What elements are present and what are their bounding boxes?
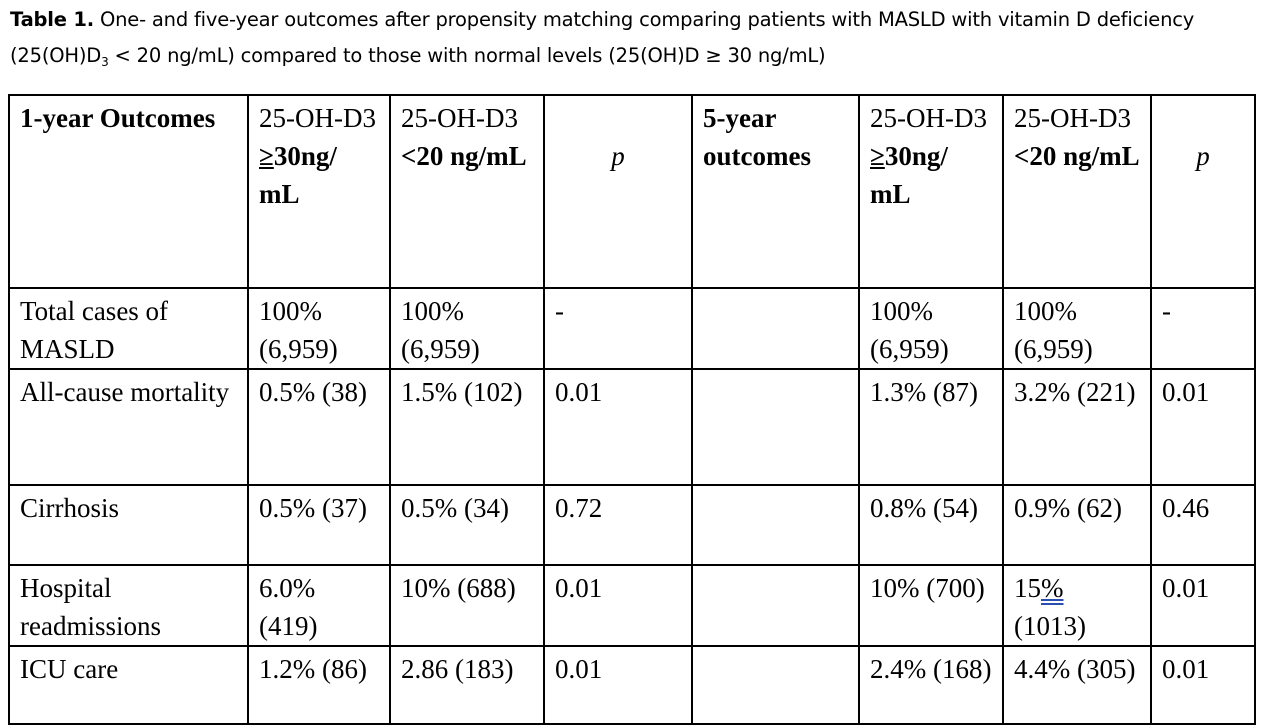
- row-y1-p: 0.01: [544, 369, 692, 485]
- header-5y-p: [1151, 95, 1255, 288]
- row-y5-normal: 2.4% (168): [859, 646, 1003, 724]
- row-y5-label: [692, 565, 859, 646]
- row-y1-deficient: 0.5% (34): [390, 485, 544, 565]
- row-y1-p: -: [544, 288, 692, 369]
- table-row: [9, 369, 1255, 485]
- row-y5-label: [692, 485, 859, 565]
- table-row: [9, 288, 1255, 369]
- row-y1-p: 0.72: [544, 485, 692, 565]
- row-y5-deficient-a: 15: [1014, 573, 1041, 603]
- row-y5-p: 0.01: [1151, 565, 1255, 646]
- row-outcome: Total cases of MASLD: [9, 288, 248, 369]
- row-outcome: All-cause mortality: [9, 369, 248, 485]
- header-1y-normal-b: ≥: [259, 141, 274, 171]
- header-5y-p-label: p: [1196, 141, 1210, 171]
- header-1y-normal-a: 25-OH-D3: [259, 103, 376, 133]
- row-y5-normal: 0.8% (54): [859, 485, 1003, 565]
- row-y1-p: 0.01: [544, 565, 692, 646]
- row-y1-deficient: 1.5% (102): [390, 369, 544, 485]
- header-5y-normal-c: 30ng/ mL: [870, 141, 948, 209]
- row-outcome: Cirrhosis: [9, 485, 248, 565]
- header-1y-deficient-a: 25-OH-D3: [401, 103, 518, 133]
- row-y1-normal: 0.5% (37): [248, 485, 390, 565]
- header-1-year-outcomes: 1-year Outcomes: [9, 95, 248, 288]
- row-y5-p: -: [1151, 288, 1255, 369]
- header-1y-deficient-b: <20 ng/mL: [401, 141, 527, 171]
- row-y5-deficient: 100% (6,959): [1003, 288, 1151, 369]
- row-y1-normal: 0.5% (38): [248, 369, 390, 485]
- header-5y-normal: [859, 95, 1003, 288]
- header-1y-normal-c: 30ng/ mL: [259, 141, 337, 209]
- table-caption: [10, 2, 1255, 74]
- caption-text-end: < 20 ng/mL) compared to those with normal levels (25(OH)D ≥ 30 ng/mL): [108, 44, 826, 67]
- row-y5-p: 0.01: [1151, 646, 1255, 724]
- row-y1-p: 0.01: [544, 646, 692, 724]
- row-y5-p: 0.46: [1151, 485, 1255, 565]
- table-row: [9, 646, 1255, 724]
- row-y5-deficient: 0.9% (62): [1003, 485, 1151, 565]
- outcomes-table: [8, 94, 1256, 725]
- row-y5-p: 0.01: [1151, 369, 1255, 485]
- row-y1-normal: 1.2% (86): [248, 646, 390, 724]
- row-y1-deficient: 100% (6,959): [390, 288, 544, 369]
- header-5-year-outcomes: 5-year outcomes: [692, 95, 859, 288]
- caption-label: Table 1.: [10, 8, 94, 31]
- row-y5-deficient-c: (: [1014, 611, 1023, 641]
- row-y1-normal: 100% (6,959): [248, 288, 390, 369]
- row-y5-deficient: [1003, 565, 1151, 646]
- caption-text: One- and five-year outcomes after propensity matching comparing patients with MASLD with vitamin D deficiency (25(OH)D: [10, 8, 1195, 67]
- row-outcome: ICU care: [9, 646, 248, 724]
- row-y5-label: [692, 646, 859, 724]
- row-y1-deficient: 2.86 (183): [390, 646, 544, 724]
- row-y5-normal: 100% (6,959): [859, 288, 1003, 369]
- header-5y-normal-a: 25-OH-D3: [870, 103, 987, 133]
- row-y5-deficient-b: %: [1041, 573, 1064, 603]
- row-y5-label: [692, 288, 859, 369]
- table-row: [9, 565, 1255, 646]
- row-outcome: Hospital readmissions: [9, 565, 248, 646]
- header-1y-normal: [248, 95, 390, 288]
- header-1y-p-label: p: [611, 141, 625, 171]
- row-y1-normal: 6.0% (419): [248, 565, 390, 646]
- row-y5-normal: 10% (700): [859, 565, 1003, 646]
- table-row: [9, 485, 1255, 565]
- header-5y-deficient: [1003, 95, 1151, 288]
- row-y5-deficient: 3.2% (221): [1003, 369, 1151, 485]
- row-y5-label: [692, 369, 859, 485]
- caption-subscript: 3: [101, 55, 109, 69]
- row-y5-deficient-d: 1013): [1023, 611, 1086, 641]
- row-y1-deficient: 10% (688): [390, 565, 544, 646]
- row-y5-normal: 1.3% (87): [859, 369, 1003, 485]
- header-5y-normal-b: ≥: [870, 141, 885, 171]
- header-5y-deficient-a: 25-OH-D3: [1014, 103, 1131, 133]
- header-5y-deficient-b: <20 ng/mL: [1014, 141, 1140, 171]
- row-y5-deficient: 4.4% (305): [1003, 646, 1151, 724]
- header-row: [9, 95, 1255, 288]
- header-1y-p: [544, 95, 692, 288]
- header-1y-deficient: [390, 95, 544, 288]
